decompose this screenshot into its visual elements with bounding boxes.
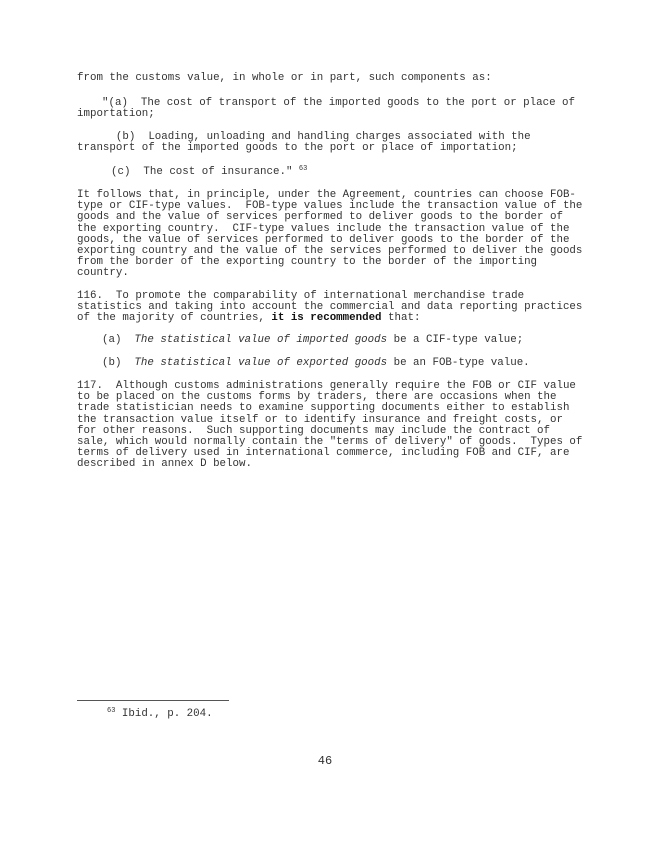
page-number: 46 — [317, 754, 333, 768]
quote-item-a — [77, 98, 577, 120]
rec-b-italic: The statistical value of exported goods — [134, 357, 388, 369]
quote-b-line-2: transport of the imported goods to the port or place of importation; — [77, 142, 518, 155]
follows-line: type or CIF-type values. FOB-type values include the transaction value of the — [77, 200, 583, 213]
intro-text: from the customs value, in whole or in part, such components as: — [77, 72, 492, 84]
footnote — [77, 708, 213, 720]
p116-line: 116. To promote the comparability of international merchandise trade — [77, 290, 525, 302]
rec-b-rest: be an FOB-type value. — [387, 357, 530, 369]
rec-a-label: (a) — [102, 334, 135, 346]
follows-line: goods and the value of services performed to deliver goods to the border of — [77, 211, 563, 224]
p117-line: terms of delivery used in international commerce, including FOB and CIF, are — [77, 447, 570, 460]
footnote-separator — [77, 700, 229, 701]
paragraph-117 — [77, 380, 583, 471]
quote-a-line-2: importation; — [77, 108, 155, 121]
p116-text: of the majority of countries, — [77, 312, 272, 325]
quote-c-text: (c) The cost of insurance." — [111, 166, 293, 178]
paragraph-follows — [77, 189, 583, 280]
paragraph-116 — [77, 290, 583, 325]
rec-b-label: (b) — [102, 357, 135, 369]
follows-line: country. — [77, 267, 129, 280]
footnote-number: 63 — [107, 707, 116, 715]
p117-line: for other reasons. Such supporting documents may include the contract of — [77, 424, 550, 437]
p117-line: to be placed on the customs forms by traders, there are occasions when the — [77, 391, 557, 404]
p116-line: statistics and taking into account the commercial and data reporting practices — [77, 301, 583, 314]
follows-line: the exporting country. CIF-type values include the transaction value of the — [77, 222, 570, 235]
follows-line: It follows that, in principle, under the Agreement, countries can choose FOB- — [77, 189, 576, 201]
footnote-reference: 63 — [298, 165, 308, 173]
quote-item-b — [77, 132, 577, 154]
p116-recommendation-bold: it is recommended — [271, 312, 382, 325]
p117-line: 117. Although customs administrations generally require the FOB or CIF value — [77, 380, 576, 392]
quote-item-c — [77, 167, 577, 179]
footnote-text: Ibid., p. 204. — [121, 708, 213, 720]
rec-a-italic: The statistical value of imported goods — [134, 334, 388, 346]
rec-a-rest: be a CIF-type value; — [387, 334, 524, 346]
p116-text-end: that: — [381, 312, 421, 325]
p117-line: trade statistician needs to examine supporting documents either to establish — [77, 402, 570, 415]
intro-line — [77, 73, 577, 84]
p117-line: the transaction value itself or to identify insurance and freight costs, or — [77, 413, 563, 426]
recommendation-a — [77, 335, 577, 346]
follows-line: exporting country and the value of the services performed to deliver the goods — [77, 245, 583, 258]
follows-line: from the border of the exporting country to the border of the importing — [77, 256, 538, 269]
quote-a-line-1: "(a) The cost of transport of the imported goods to the port or place of — [102, 97, 575, 109]
recommendation-b — [77, 358, 577, 369]
p117-line: described in annex D below. — [77, 458, 252, 471]
p117-line: sale, which would normally contain the "terms of delivery" of goods. Types of — [77, 436, 583, 449]
follows-line: goods, the value of services performed to deliver goods to the border of the — [77, 233, 570, 246]
quote-b-line-1: (b) Loading, unloading and handling charges associated with the — [90, 131, 531, 143]
